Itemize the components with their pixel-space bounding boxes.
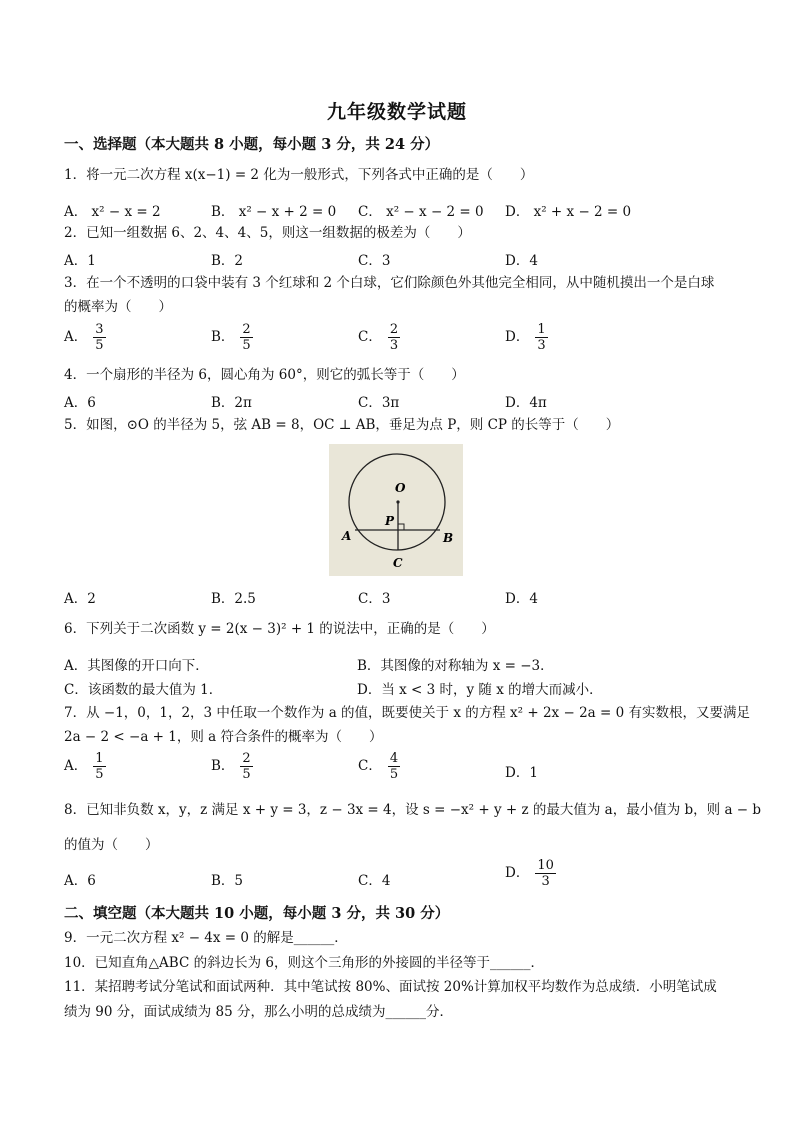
question-5-option-c[interactable]: C．3 bbox=[358, 591, 391, 607]
fraction bbox=[535, 322, 547, 353]
option-letter: A． bbox=[64, 873, 88, 889]
question-2-option-d[interactable]: D．4 bbox=[505, 253, 538, 269]
fraction bbox=[535, 858, 556, 889]
question-6-options-row1 bbox=[64, 654, 744, 678]
denominator: 5 bbox=[242, 338, 251, 353]
question-4-stem: 4．一个扇形的半径为 6，圆心角为 60°，则它的弧长等于（ ） bbox=[64, 367, 465, 383]
question-2-options bbox=[64, 249, 744, 273]
question-4-options bbox=[64, 391, 744, 415]
question-8-option-b[interactable] bbox=[211, 869, 243, 889]
question-1-option-b[interactable]: B． x² − x + 2 = 0 bbox=[211, 204, 337, 220]
question-2-option-b[interactable]: B．2 bbox=[211, 253, 244, 269]
denominator: 5 bbox=[242, 767, 251, 782]
question-2-option-a[interactable]: A．1 bbox=[64, 253, 96, 269]
fraction bbox=[240, 751, 252, 782]
question-3-option-c[interactable] bbox=[358, 322, 400, 353]
question-3-stem-line1: 3．在一个不透明的口袋中装有 3 个红球和 2 个白球，它们除颜色外其他完全相同，从中随机摸出一个是白球 bbox=[64, 275, 715, 291]
question-7-option-d[interactable] bbox=[505, 761, 538, 781]
denominator: 5 bbox=[95, 338, 104, 353]
question-1-option-a[interactable]: A． x² − x = 2 bbox=[64, 204, 161, 220]
option-value: 5 bbox=[234, 873, 244, 889]
numerator: 3 bbox=[95, 322, 104, 337]
question-7-options bbox=[64, 751, 744, 791]
question-1-stem: 1．将一元二次方程 x(x−1) = 2 化为一般形式，下列各式中正确的是（ ） bbox=[64, 167, 534, 183]
question-5-option-b[interactable]: B．2.5 bbox=[211, 591, 256, 607]
fraction bbox=[388, 322, 400, 353]
circle-figure bbox=[329, 444, 463, 576]
question-6-option-a[interactable]: A．其图像的开口向下． bbox=[64, 658, 209, 674]
denominator: 5 bbox=[389, 767, 399, 782]
question-3-option-a[interactable] bbox=[64, 322, 106, 353]
section-heading-fill: 二、填空题（本大题共 10 小题，每小题 3 分，共 30 分） bbox=[64, 905, 450, 922]
circle-diagram bbox=[329, 444, 463, 576]
question-5-option-a[interactable]: A．2 bbox=[64, 591, 96, 607]
fraction bbox=[240, 322, 252, 353]
option-letter: A． bbox=[64, 758, 88, 774]
question-8-option-a[interactable] bbox=[64, 869, 96, 889]
question-2-option-c[interactable]: C．3 bbox=[358, 253, 391, 269]
question-8-stem-line2: 的值为（ ） bbox=[64, 837, 159, 853]
option-letter: D． bbox=[505, 765, 530, 781]
numerator: 4 bbox=[389, 751, 399, 766]
option-letter: A． bbox=[64, 329, 88, 345]
question-6-stem: 6．下列关于二次函数 y = 2(x − 3)² + 1 的说法中，正确的是（ ） bbox=[64, 621, 495, 637]
numerator: 10 bbox=[537, 858, 554, 873]
denominator: 3 bbox=[541, 874, 550, 889]
label-a: A bbox=[342, 529, 352, 543]
label-c: C bbox=[393, 556, 403, 570]
right-angle-mark bbox=[398, 524, 404, 530]
fraction bbox=[93, 322, 105, 353]
question-11-stem-line2: 绩为 90 分，面试成绩为 85 分，那么小明的总成绩为______分． bbox=[64, 1004, 454, 1020]
option-letter: D． bbox=[505, 329, 530, 345]
fraction bbox=[388, 751, 400, 782]
fraction bbox=[93, 751, 105, 782]
section-heading-choice: 一、选择题（本大题共 8 小题，每小题 3 分，共 24 分） bbox=[64, 136, 440, 153]
numerator: 2 bbox=[242, 322, 251, 337]
question-1-option-d[interactable]: D． x² + x − 2 = 0 bbox=[505, 204, 632, 220]
question-8-option-c[interactable] bbox=[358, 869, 390, 889]
option-letter: B． bbox=[211, 758, 235, 774]
question-6-options-row2 bbox=[64, 678, 744, 702]
question-7-stem-line2: 2a − 2 < −a + 1，则 a 符合条件的概率为（ ） bbox=[64, 729, 383, 745]
label-b: B bbox=[443, 531, 454, 545]
option-letter: C． bbox=[358, 329, 382, 345]
label-o: O bbox=[395, 481, 406, 495]
question-6-option-d[interactable]: D．当 x < 3 时，y 随 x 的增大而减小． bbox=[357, 682, 603, 698]
question-5-stem: 5．如图，⊙O 的半径为 5，弦 AB = 8，OC ⊥ AB，垂足为点 P，则 CP 的长等于（ ） bbox=[64, 417, 620, 433]
page-title: 九年级数学试题 bbox=[326, 101, 467, 123]
numerator: 1 bbox=[95, 751, 104, 766]
numerator: 2 bbox=[242, 751, 251, 766]
center-point bbox=[396, 500, 399, 503]
question-6-option-b[interactable]: B．其图像的对称轴为 x = −3． bbox=[357, 658, 554, 674]
option-letter: B． bbox=[211, 329, 235, 345]
question-7-stem-line1: 7．从 −1，0，1，2，3 中任取一个数作为 a 的值，既要使关于 x 的方程 x² + 2x − 2a = 0 有实数根，又要满足 bbox=[64, 705, 750, 721]
numerator: 2 bbox=[389, 322, 399, 337]
question-4-option-c[interactable]: C．3π bbox=[358, 395, 400, 411]
question-4-option-b[interactable]: B．2π bbox=[211, 395, 252, 411]
question-1-option-c[interactable]: C． x² − x − 2 = 0 bbox=[358, 204, 484, 220]
option-value: 6 bbox=[87, 873, 96, 889]
question-7-option-b[interactable] bbox=[211, 751, 253, 782]
question-4-option-a[interactable]: A．6 bbox=[64, 395, 96, 411]
question-6-option-c[interactable]: C．该函数的最大值为 1． bbox=[64, 682, 223, 698]
question-3-option-d[interactable] bbox=[505, 322, 548, 353]
question-2-stem: 2．已知一组数据 6、2、4、4、5，则这一组数据的极差为（ ） bbox=[64, 225, 471, 241]
option-value: 1 bbox=[529, 765, 538, 781]
question-10-stem: 10．已知直角△ABC 的斜边长为 6，则这个三角形的外接圆的半径等于______． bbox=[64, 955, 544, 971]
question-3-stem-line2: 的概率为（ ） bbox=[64, 299, 172, 315]
question-11-stem-line1: 11．某招聘考试分笔试和面试两种．其中笔试按 80%、面试按 20%计算加权平均数作为总成绩．小明笔试成 bbox=[64, 979, 717, 995]
option-letter: C． bbox=[358, 758, 382, 774]
question-9-stem: 9．一元二次方程 x² − 4x = 0 的解是______． bbox=[64, 930, 348, 946]
question-8-option-d[interactable] bbox=[505, 858, 556, 889]
question-5-options bbox=[64, 587, 744, 611]
question-7-option-a[interactable] bbox=[64, 751, 106, 782]
question-3-option-b[interactable] bbox=[211, 322, 253, 353]
question-8-options bbox=[64, 858, 744, 898]
option-letter: D． bbox=[505, 865, 530, 881]
option-value: 4 bbox=[381, 873, 391, 889]
denominator: 3 bbox=[389, 338, 399, 353]
question-4-option-d[interactable]: D．4π bbox=[505, 395, 547, 411]
option-letter: C． bbox=[358, 873, 382, 889]
denominator: 3 bbox=[537, 338, 546, 353]
question-1-options bbox=[64, 200, 744, 224]
question-8-stem-line1: 8．已知非负数 x，y，z 满足 x + y = 3，z − 3x = 4，设 s = −x² + y + z 的最大值为 a，最小值为 b，则 a − b bbox=[64, 802, 762, 818]
denominator: 5 bbox=[95, 767, 104, 782]
numerator: 1 bbox=[537, 322, 546, 337]
question-3-options bbox=[64, 322, 744, 362]
option-letter: B． bbox=[211, 873, 235, 889]
label-p: P bbox=[385, 514, 395, 528]
question-7-option-c[interactable] bbox=[358, 751, 400, 782]
question-5-option-d[interactable]: D．4 bbox=[505, 591, 538, 607]
